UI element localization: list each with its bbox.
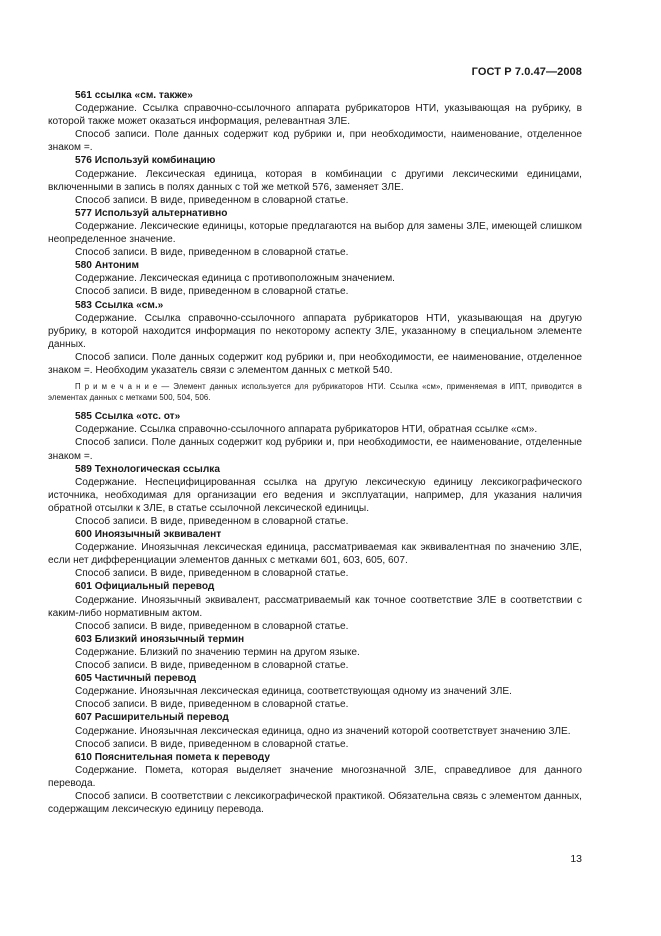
term-heading: 561 ссылка «см. также» bbox=[75, 90, 193, 101]
body-paragraph: Содержание. Иноязычная лексическая единица, одно из значений которой соответствует значению ЗЛЕ. bbox=[75, 725, 571, 737]
term-heading: 607 Расширительный перевод bbox=[75, 712, 229, 724]
body-paragraph: Способ записи. Поле данных содержит код рубрики и, при необходимости, наименование, отделенное знаком =. bbox=[48, 129, 582, 154]
term-heading: 600 Иноязычный эквивалент bbox=[75, 529, 222, 541]
body-paragraph: Содержание. Лексическая единица, которая в комбинации с другими лексическими единицами, включенными в запись в полях данных с той же меткой 576, заменяет ЗЛЕ. bbox=[48, 168, 582, 193]
body-paragraph: Содержание. Иноязычная лексическая единица, соответствующая одному из значений ЗЛЕ. bbox=[75, 686, 512, 698]
term-heading: 601 Официальный перевод bbox=[75, 581, 215, 593]
body-paragraph: Способ записи. В виде, приведенном в словарной статье. bbox=[75, 738, 349, 750]
body-paragraph: Способ записи. В виде, приведенном в словарной статье. bbox=[75, 620, 349, 632]
body-paragraph: Способ записи. В виде, приведенном в словарной статье. bbox=[75, 286, 349, 298]
body-paragraph: Содержание. Ссылка справочно-ссылочного аппарата рубрикаторов НТИ, указывающая на рубрику, в которой также может оказаться информация, релевантная ЗЛЕ. bbox=[48, 103, 582, 128]
body-paragraph: Содержание. Неспецифицированная ссылка на другую лексическую единицу лексикографического источника, необходимая для организации его ведения и эксплуатации, например, для указания наличия обратной отсылки к ЗЛЕ, в статье ссылочной лексической единицы. bbox=[48, 476, 582, 514]
term-heading: 585 Ссылка «отс. от» bbox=[75, 411, 181, 423]
term-heading: 577 Используй альтернативно bbox=[75, 207, 228, 219]
body-paragraph: Способ записи. В виде, приведенном в словарной статье. bbox=[75, 699, 349, 711]
body-paragraph: Содержание. Помета, которая выделяет значение многозначной ЗЛЕ, справедливое для данного перевода. bbox=[48, 764, 582, 789]
body-paragraph: Способ записи. В виде, приведенном в словарной статье. bbox=[75, 568, 349, 580]
page-number: 13 bbox=[570, 853, 582, 865]
body-paragraph: Способ записи. В виде, приведенном в словарной статье. bbox=[75, 660, 349, 672]
body-paragraph: Содержание. Иноязычная лексическая единица, рассматриваемая как эквивалентная по значению ЗЛЕ, если нет дифференциации элементов данных с метками 601, 603, 605, 607. bbox=[48, 542, 582, 567]
term-heading: 583 Ссылка «см.» bbox=[75, 299, 164, 311]
term-heading: 605 Частичный перевод bbox=[75, 673, 197, 685]
note-paragraph: П р и м е ч а н и е — Элемент данных используется для рубрикаторов НТИ. Ссылка «см», применяемая в ИПТ, приводится в элементах данных с метками 500, 504, 506. bbox=[48, 382, 582, 402]
document-body bbox=[48, 89, 582, 816]
term-heading: 603 Близкий иноязычный термин bbox=[75, 633, 245, 645]
body-paragraph: Содержание. Лексические единицы, которые предлагаются на выбор для замены ЗЛЕ, имеющей слишком неопределенное значение. bbox=[48, 220, 582, 246]
document-code: ГОСТ Р 7.0.47—2008 bbox=[471, 66, 582, 78]
term-heading: 580 Антоним bbox=[75, 260, 139, 272]
body-paragraph: Содержание. Ссылка справочно-ссылочного аппарата рубрикаторов НТИ, обратная ссылке «см». bbox=[75, 424, 538, 436]
body-paragraph: Способ записи. Поле данных содержит код рубрики и, при необходимости, ее наименование, отделенное знаком =. Необходим указатель связи с элементом данных с меткой 540. bbox=[48, 351, 582, 376]
body-paragraph: Способ записи. В виде, приведенном в словарной статье. bbox=[75, 516, 349, 527]
body-paragraph: Содержание. Лексическая единица с противоположным значением. bbox=[75, 273, 395, 285]
term-heading: 589 Технологическая ссылка bbox=[75, 463, 220, 475]
body-paragraph: Способ записи. В виде, приведенном в словарной статье. bbox=[75, 194, 349, 206]
term-heading: 576 Используй комбинацию bbox=[75, 155, 216, 167]
body-paragraph: Содержание. Ссылка справочно-ссылочного аппарата рубрикаторов НТИ, указывающая на другую рубрику, в которой находится информация по некоторому аспекту ЗЛЕ, указанному в специальном элементе данных. bbox=[48, 312, 582, 350]
body-paragraph: Способ записи. В соответствии с лексикографической практикой. Обязательна связь с элементом данных, содержащим лексическую единицу перевода. bbox=[48, 790, 582, 816]
term-heading: 610 Пояснительная помета к переводу bbox=[75, 751, 270, 763]
body-paragraph: Способ записи. В виде, приведенном в словарной статье. bbox=[75, 247, 349, 259]
body-paragraph: Содержание. Близкий по значению термин на другом языке. bbox=[75, 646, 360, 658]
body-paragraph: Содержание. Иноязычный эквивалент, рассматриваемый как точное соответствие ЗЛЕ в соответствии с каким-либо нормативным актом. bbox=[48, 594, 582, 619]
body-paragraph: Способ записи. Поле данных содержит код рубрики и, при необходимости, ее наименование, отделенные знаком =. bbox=[48, 437, 582, 462]
